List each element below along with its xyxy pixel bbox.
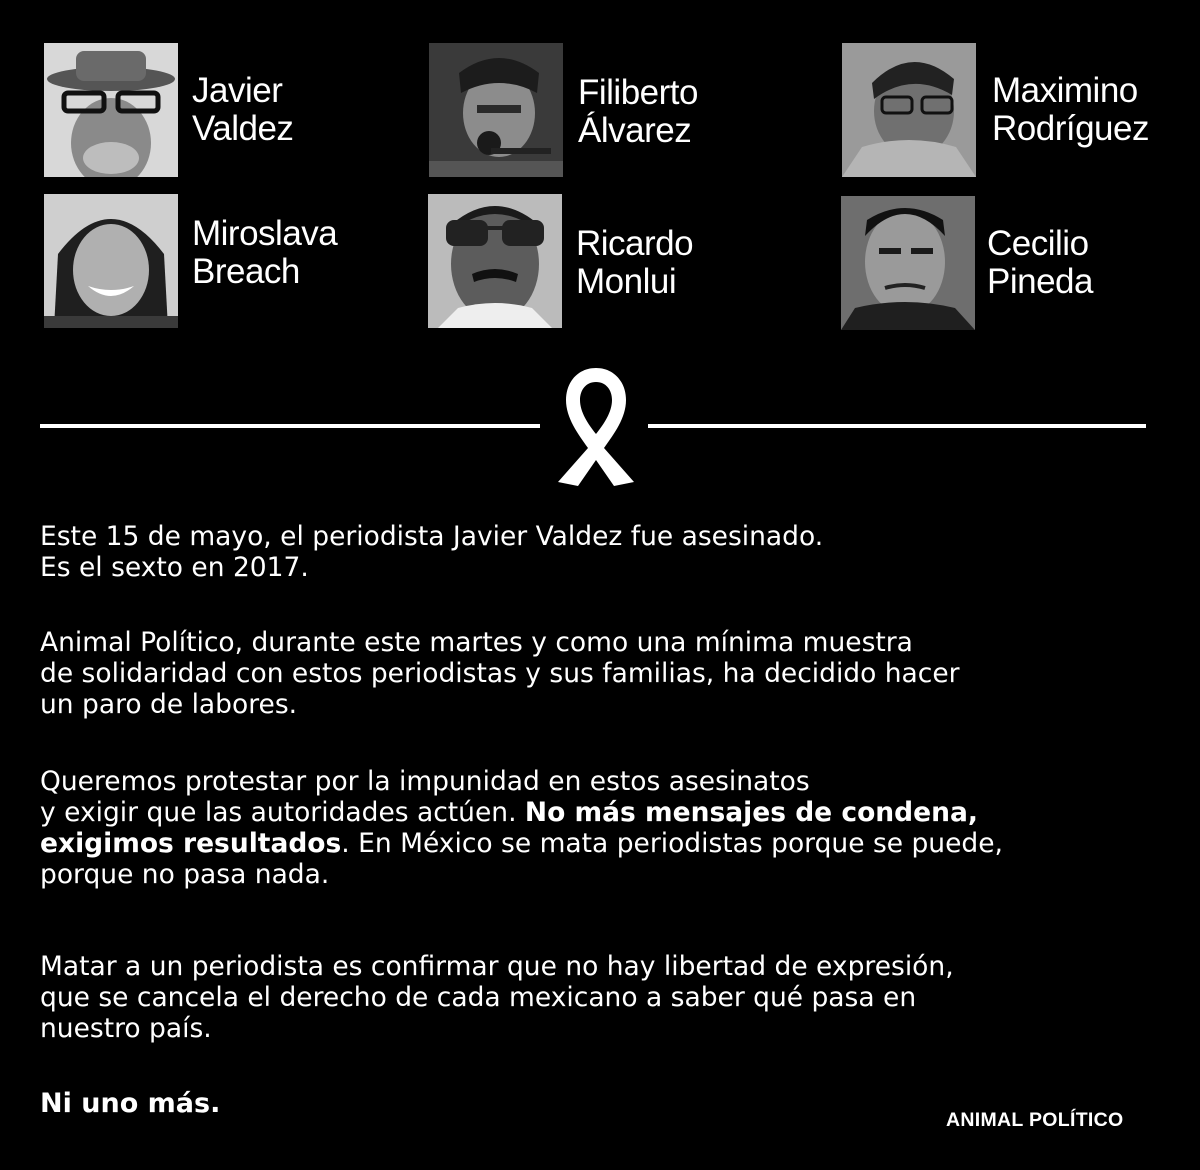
journalist-maximino-rodriguez xyxy=(842,43,1200,179)
journalist-photo-hat-glasses xyxy=(44,43,178,177)
journalist-photo-microphone xyxy=(429,43,563,177)
journalist-name xyxy=(576,196,693,330)
paragraph-4 xyxy=(40,951,1180,1044)
journalist-photo-sunglasses xyxy=(428,194,562,328)
last-name: Valdez xyxy=(192,109,294,148)
journalist-name xyxy=(578,45,698,179)
text-line: porque no pasa nada. xyxy=(40,859,330,890)
journalist-ricardo-monlui xyxy=(428,194,788,330)
journalist-miroslava-breach xyxy=(44,194,404,330)
text-line: Animal Político, durante este martes y como una mínima muestra xyxy=(40,627,913,658)
journalist-photo-glasses xyxy=(842,43,976,177)
journalist-javier-valdez xyxy=(44,43,404,179)
brand-signature: ANIMAL POLÍTICO xyxy=(946,1109,1124,1131)
journalist-photo-smiling xyxy=(44,194,178,328)
text-line xyxy=(40,828,1180,859)
mourning-ribbon-icon xyxy=(548,364,644,488)
journalist-name xyxy=(192,186,337,320)
first-name: Ricardo xyxy=(576,224,694,263)
text-line: que se cancela el derecho de cada mexicano a saber qué pasa en xyxy=(40,982,917,1013)
first-name: Maximino xyxy=(992,71,1138,110)
last-name: Rodríguez xyxy=(992,109,1149,148)
last-name: Álvarez xyxy=(578,111,692,150)
paragraph-1 xyxy=(40,521,1180,583)
first-name: Javier xyxy=(192,71,283,110)
first-name: Filiberto xyxy=(578,73,698,112)
journalist-filiberto-alvarez xyxy=(429,43,789,179)
last-name: Breach xyxy=(192,252,300,291)
text-line: Queremos protestar por la impunidad en estos asesinatos xyxy=(40,766,810,797)
paragraph-2 xyxy=(40,627,1180,720)
first-name: Miroslava xyxy=(192,214,338,253)
text-line xyxy=(40,797,1180,828)
journalist-photo-portrait xyxy=(841,196,975,330)
text-line: nuestro país. xyxy=(40,1013,212,1044)
journalist-name xyxy=(192,43,293,177)
paragraph-3 xyxy=(40,766,1180,890)
journalist-name xyxy=(992,43,1149,177)
bold-text-run: No más mensajes de condena, xyxy=(524,797,978,828)
journalist-name xyxy=(987,196,1093,330)
text-line: un paro de labores. xyxy=(40,689,298,720)
text-line: Matar a un periodista es confirmar que no hay libertad de expresión, xyxy=(40,951,954,982)
text-line: de solidaridad con estos periodistas y sus familias, ha decidido hacer xyxy=(40,658,960,689)
divider-right xyxy=(648,424,1146,428)
text-line: Es el sexto en 2017. xyxy=(40,552,309,583)
divider-left xyxy=(40,424,540,428)
text-line: Este 15 de mayo, el periodista Javier Valdez fue asesinado. xyxy=(40,521,824,552)
text-run: y exigir que las autoridades actúen. xyxy=(40,797,525,828)
last-name: Monlui xyxy=(576,262,677,301)
bold-text-run: exigimos resultados xyxy=(40,828,342,859)
journalist-cecilio-pineda xyxy=(841,196,1200,332)
closing-statement: Ni uno más. xyxy=(40,1088,221,1119)
text-run: . En México se mata periodistas porque se puede, xyxy=(341,828,1003,859)
last-name: Pineda xyxy=(987,262,1093,301)
first-name: Cecilio xyxy=(987,224,1089,263)
